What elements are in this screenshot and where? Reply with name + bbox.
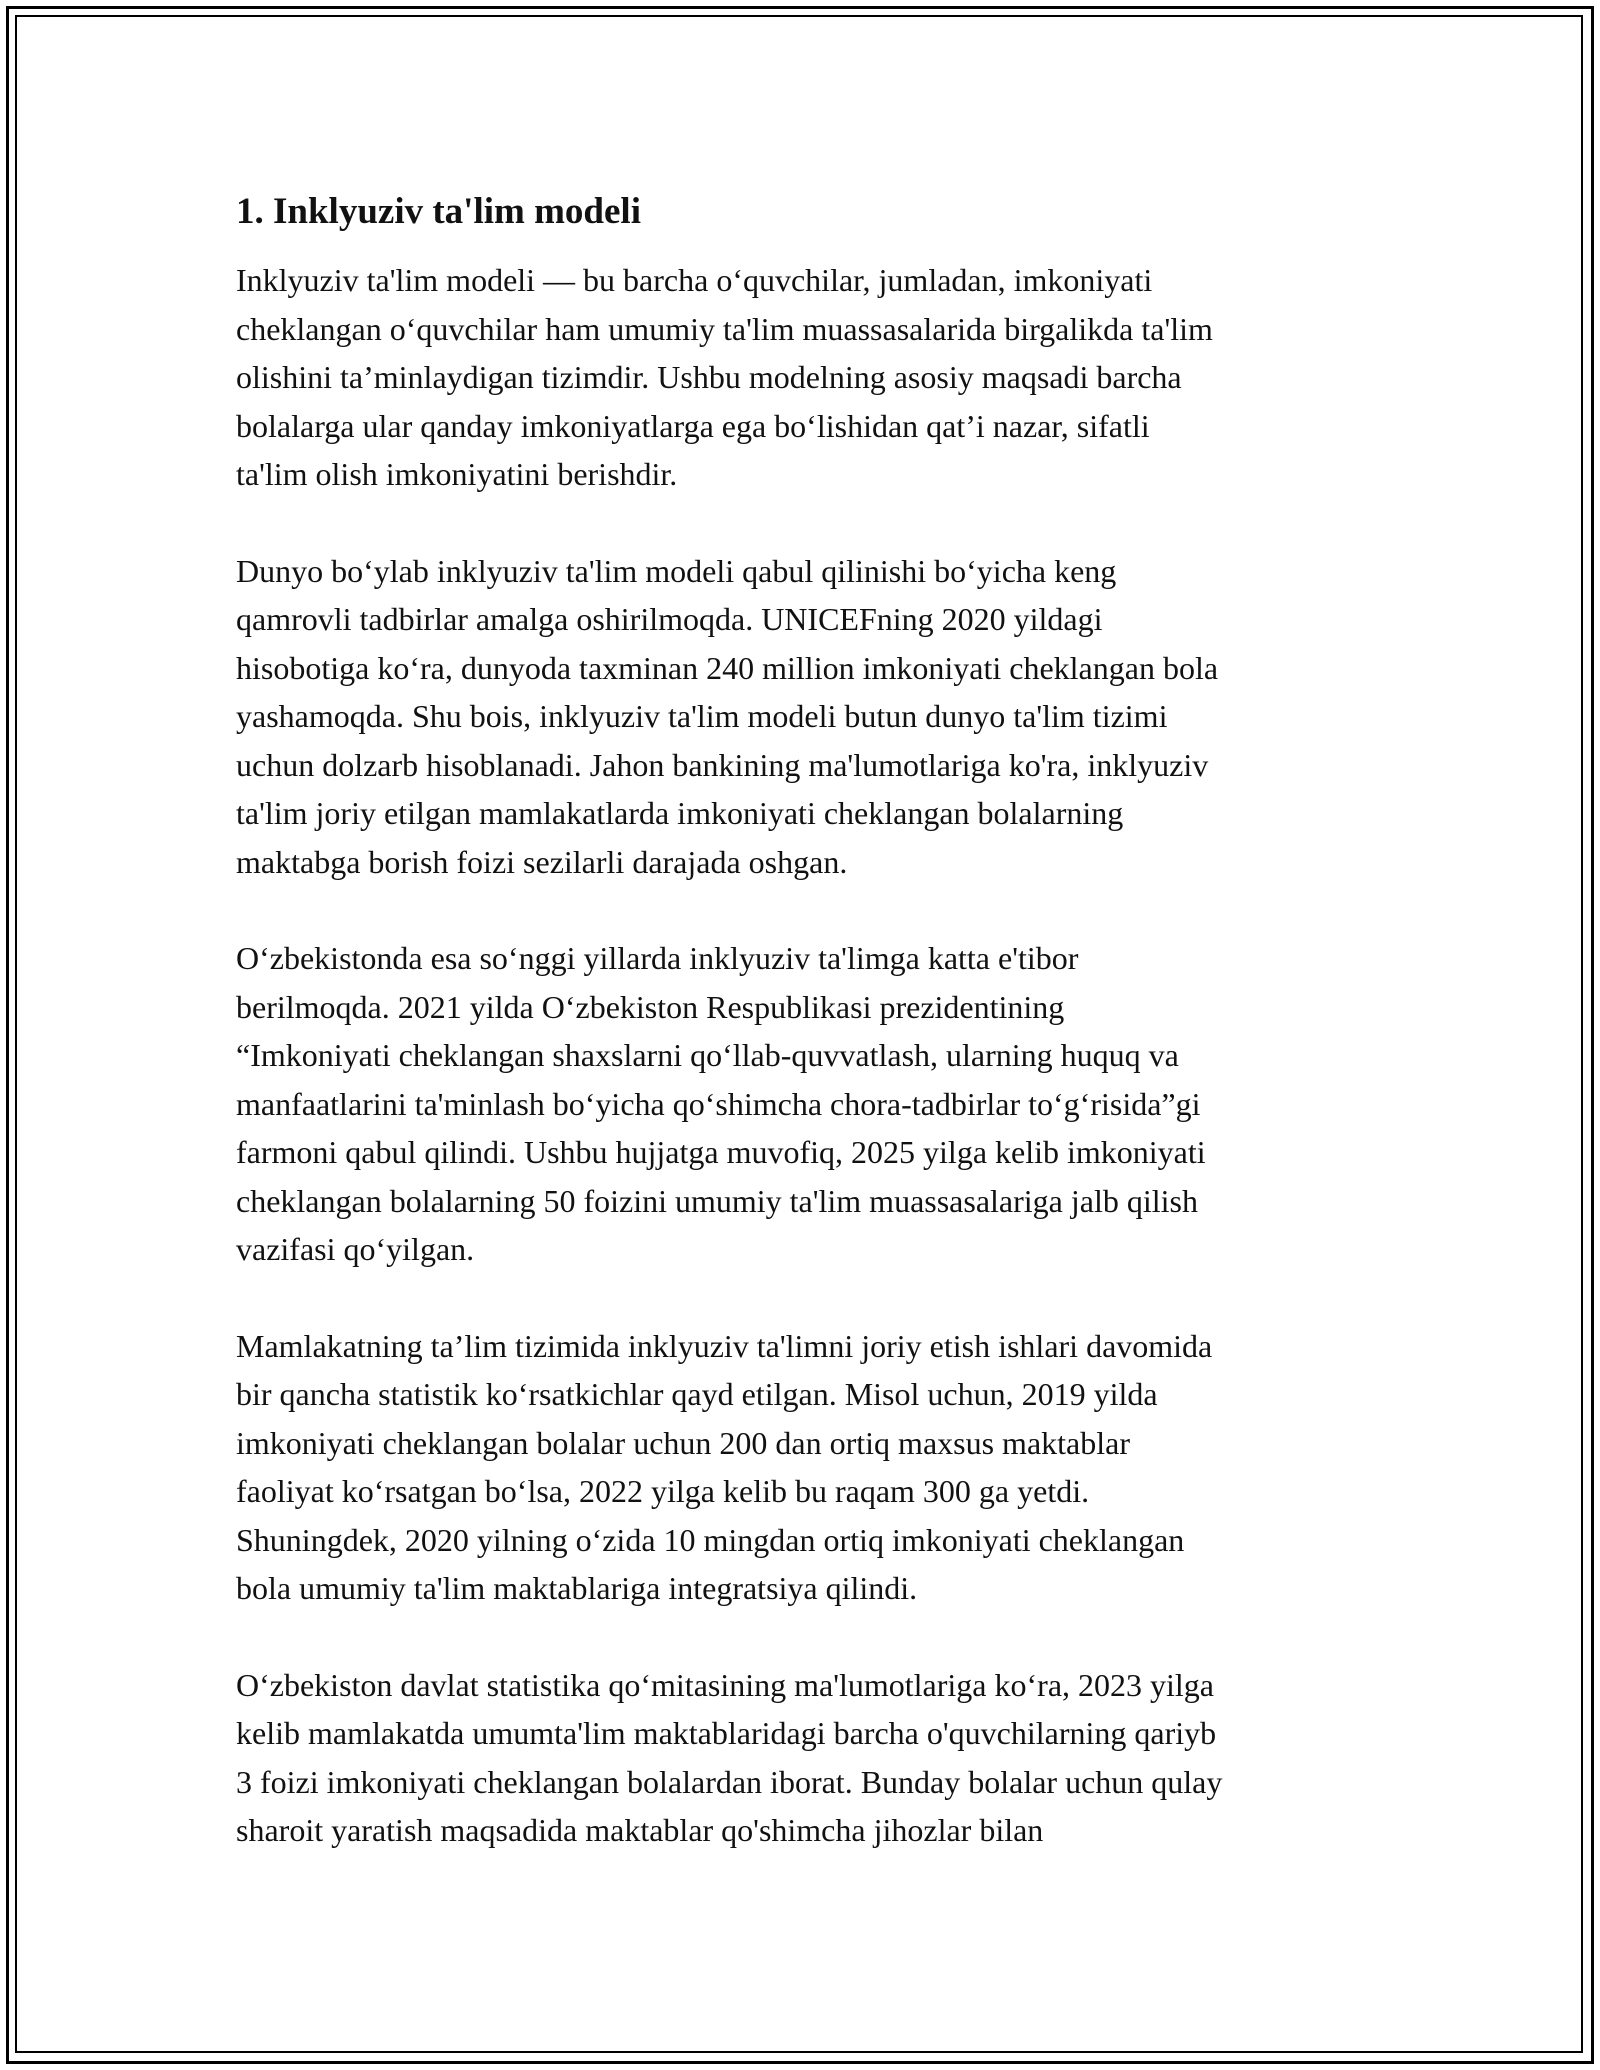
paragraph-line: berilmoqda. 2021 yilda O‘zbekiston Respublikasi prezidentining <box>236 988 1065 1025</box>
paragraph-line: farmoni qabul qilindi. Ushbu hujjatga muvofiq, 2025 yilga kelib imkoniyati <box>236 1134 1206 1170</box>
paragraph-line: O‘zbekiston davlat statistika qo‘mitasining ma'lumotlariga ko‘ra, 2023 yilga <box>236 1666 1214 1703</box>
paragraph-line: ta'lim joriy etilgan mamlakatlarda imkoniyati cheklangan bolalarning <box>236 795 1124 831</box>
paragraph-line: cheklangan bolalarning 50 foizini umumiy ta'lim muassasalariga jalb qilish <box>236 1182 1198 1219</box>
paragraph-line: kelib mamlakatda umumta'lim maktablaridagi barcha o'quvchilarning qariyb <box>236 1715 1217 1751</box>
paragraph <box>236 1322 1376 1613</box>
paragraph-line: sharoit yaratish maqsadida maktablar qo'shimcha jihozlar bilan <box>236 1812 1044 1848</box>
paragraph-line: O‘zbekistonda esa so‘nggi yillarda inklyuziv ta'limga katta e'tibor <box>236 940 1079 976</box>
paragraph-line: Inklyuziv ta'lim modeli — bu barcha o‘quvchilar, jumladan, imkoniyati <box>236 262 1153 298</box>
paragraph-line: cheklangan o‘quvchilar ham umumiy ta'lim muassasalarida birgalikda ta'lim <box>236 310 1213 347</box>
document-content <box>236 186 1376 1903</box>
paragraph-line: Dunyo bo‘ylab inklyuziv ta'lim modeli qabul qilinishi bo‘yicha keng <box>236 552 1117 589</box>
paragraph-line: imkoniyati cheklangan bolalar uchun 200 dan ortiq maxsus maktablar <box>236 1424 1130 1461</box>
paragraph <box>236 256 1376 499</box>
paragraph <box>236 1661 1376 1855</box>
paragraph-line: hisobotiga ko‘ra, dunyoda taxminan 240 million imkoniyati cheklangan bola <box>236 649 1219 686</box>
paragraph-line: qamrovli tadbirlar amalga oshirilmoqda. UNICEFning 2020 yildagi <box>236 601 1103 637</box>
paragraph-line: Shuningdek, 2020 yilning o‘zida 10 mingdan ortiq imkoniyati cheklangan <box>236 1521 1185 1558</box>
section-heading: 1. Inklyuziv ta'lim modeli <box>236 191 641 232</box>
paragraph-line: “Imkoniyati cheklangan shaxslarni qo‘llab-quvvatlash, ularning huquq va <box>236 1037 1179 1073</box>
paragraph-line: vazifasi qo‘yilgan. <box>236 1231 475 1267</box>
paragraph-line: bola umumiy ta'lim maktablariga integratsiya qilindi. <box>236 1570 918 1606</box>
paragraph-line: bolalarga ular qanday imkoniyatlarga ega bo‘lishidan qat’i nazar, sifatli <box>236 407 1150 444</box>
paragraph-line: faoliyat ko‘rsatgan bo‘lsa, 2022 yilga kelib bu raqam 300 ga yetdi. <box>236 1473 1090 1509</box>
paragraph-line: maktabga borish foizi sezilarli darajada oshgan. <box>236 843 848 880</box>
paragraph-line: uchun dolzarb hisoblanadi. Jahon bankining ma'lumotlariga ko'ra, inklyuziv <box>236 746 1209 783</box>
paragraph-line: Mamlakatning ta’lim tizimida inklyuziv ta'limni joriy etish ishlari davomida <box>236 1327 1213 1364</box>
paragraph-line: ta'lim olish imkoniyatini berishdir. <box>236 456 678 492</box>
paragraph-line: olishini ta’minlaydigan tizimdir. Ushbu modelning asosiy maqsadi barcha <box>236 359 1182 395</box>
paragraph-line: yashamoqda. Shu bois, inklyuziv ta'lim modeli butun dunyo ta'lim tizimi <box>236 698 1168 734</box>
paragraph-list <box>236 256 1376 1855</box>
paragraph-line: bir qancha statistik ko‘rsatkichlar qayd etilgan. Misol uchun, 2019 yilda <box>236 1376 1158 1412</box>
paragraph-line: manfaatlarini ta'minlash bo‘yicha qo‘shimcha chora-tadbirlar to‘g‘risida”gi <box>236 1085 1201 1122</box>
paragraph <box>236 547 1376 887</box>
paragraph <box>236 934 1376 1274</box>
paragraph-line: 3 foizi imkoniyati cheklangan bolalardan iborat. Bunday bolalar uchun qulay <box>236 1763 1223 1800</box>
